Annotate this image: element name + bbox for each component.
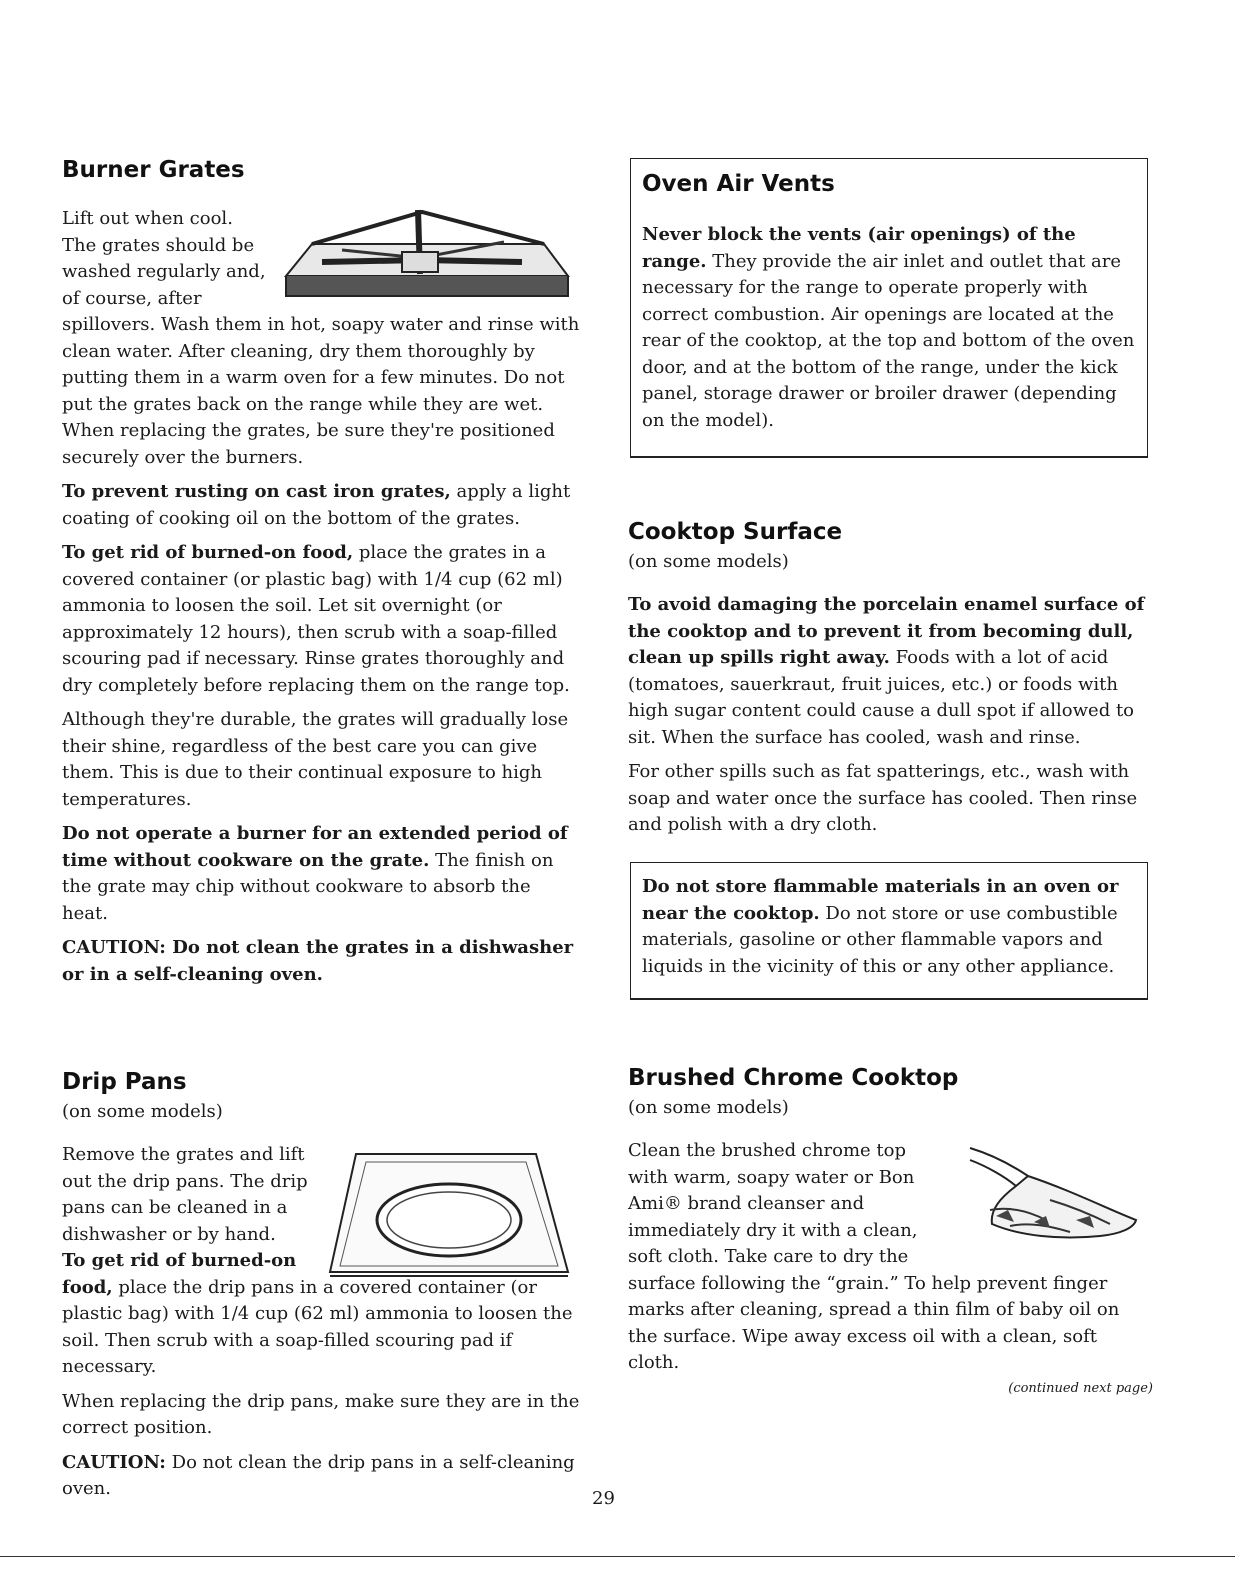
burner-grates-intro-rest: spillovers. Wash them in hot, soapy water and rinse with clean water. After cleaning, dry them thoroughly by putting them in a warm oven for a few minutes. Do not put the grates back on the range while they are wet. When replacing the grates, be sure they're positioned securely over the burners. — [62, 314, 580, 468]
vents-text: They provide the air inlet and outlet that are necessary for the range to operate properly with correct combustion. Air openings are located at the rear of the cooktop, at the top and bottom of the oven door, and at the bottom of the range, under the kick panel, storage drawer or broiler drawer (depending on the model). — [642, 250, 1135, 431]
cooktop-other-paragraph: For other spills such as fat spatterings, etc., wash with soap and water once the surface has cooled. Then rinse and polish with a dry cloth. — [628, 761, 1138, 835]
drip-caution-bold: CAUTION: — [62, 1451, 166, 1473]
cooktop-surface-heading: Cooktop Surface — [628, 519, 843, 545]
burner-grates-intro-short — [62, 206, 282, 312]
drip-line: pans can be cleaned in a — [62, 1197, 288, 1218]
chrome-line: immediately dry it with a clean, — [628, 1219, 918, 1241]
rust-text: apply a light coating of cooking oil on the bottom of the grates. — [62, 481, 571, 529]
drip-pan-illustration — [326, 1150, 572, 1280]
continued-note: (continued next page) — [1008, 1381, 1153, 1396]
operate-paragraph — [62, 821, 582, 927]
burner-grate-illustration — [282, 202, 572, 297]
drip-pans-heading: Drip Pans — [62, 1069, 187, 1095]
drip-burned-text: place the drip pans in a covered container (or plastic bag) with 1/4 cup (62 ml) ammonia to loosen the soil. Then scrub with a soap-filled scouring pad if necessary. — [62, 1276, 573, 1377]
oven-air-vents-paragraph — [642, 222, 1136, 434]
drip-caution-text: Do not clean the drip pans in a self-cleaning oven. — [62, 1451, 575, 1499]
chrome-line: soft cloth. Take care to dry the — [628, 1246, 909, 1267]
intro-line: The grates should be — [62, 234, 255, 256]
cooktop-surface-subtitle: (on some models) — [628, 551, 789, 572]
drip-caution — [62, 1450, 582, 1503]
grates-caution — [62, 935, 582, 988]
hand-cleaning-illustration — [950, 1140, 1140, 1250]
oven-air-vents-section — [642, 170, 1136, 434]
flammable-paragraph — [642, 874, 1136, 980]
brushed-chrome-rest: surface following the “grain.” To help prevent finger marks after cleaning, spread a thin film of baby oil on the surface. Wipe away excess oil with a clean, soft cloth. — [628, 1272, 1120, 1373]
drip-replace-paragraph: When replacing the drip pans, make sure they are in the correct position. — [62, 1390, 580, 1438]
drip-burned-paragraph — [62, 1275, 582, 1381]
drip-pans-subtitle: (on some models) — [62, 1101, 223, 1122]
flammable-bold: Do not store flammable materials in an oven or near the cooktop. — [642, 876, 1119, 924]
page-number: 29 — [592, 1488, 615, 1509]
rust-bold: To prevent rusting on cast iron grates, — [62, 481, 451, 502]
brushed-chrome-heading: Brushed Chrome Cooktop — [628, 1065, 959, 1091]
brushed-chrome-short-text — [628, 1138, 928, 1271]
operate-text: The finish on the grate may chip without cookware to absorb the heat. — [62, 849, 554, 924]
chrome-line: with warm, soapy water or Bon — [628, 1166, 915, 1188]
drip-pans-section — [62, 1068, 582, 1503]
burner-grates-heading: Burner Grates — [62, 157, 245, 183]
drip-burned-bold-short: To get rid of burned-on — [62, 1250, 297, 1271]
drip-line: dishwasher or by hand. — [62, 1223, 276, 1245]
flammable-text: Do not store or use combustible materials, gasoline or other flammable vapors and liquids in the vicinity of this or any other appliance. — [642, 902, 1118, 977]
intro-line: Lift out when cool. — [62, 208, 233, 229]
grates-caution-bold: CAUTION: Do not clean the grates in a dishwasher or in a self-cleaning oven. — [62, 937, 574, 985]
drip-line: out the drip pans. The drip — [62, 1170, 308, 1192]
chrome-line: Clean the brushed chrome top — [628, 1140, 907, 1161]
drip-pans-short-text — [62, 1142, 322, 1275]
oven-air-vents-heading: Oven Air Vents — [642, 171, 835, 197]
drip-burned-bold-rest: food, — [62, 1276, 113, 1298]
burned-bold: To get rid of burned-on food, — [62, 542, 354, 563]
cooktop-surface-section — [628, 518, 1150, 839]
drip-line: Remove the grates and lift — [62, 1144, 305, 1165]
vents-bold: Never block the vents (air openings) of the range. — [642, 224, 1076, 272]
brushed-chrome-subtitle: (on some models) — [628, 1097, 789, 1118]
chrome-line: Ami® brand cleanser and — [628, 1193, 865, 1214]
bottom-rule — [0, 1556, 1235, 1557]
drip-line — [62, 1248, 322, 1275]
cooktop-bold: To avoid damaging the porcelain enamel surface of the cooktop and to prevent it from becoming dull, clean up spills right away. — [628, 594, 1145, 668]
flammable-warning — [642, 874, 1136, 980]
burned-on-paragraph — [62, 540, 582, 699]
operate-bold: Do not operate a burner for an extended period of time without cookware on the grate. — [62, 823, 568, 871]
cooktop-text: Foods with a lot of acid (tomatoes, sauerkraut, fruit juices, etc.) or foods with high sugar content could cause a dull spot if allowed to sit. When the surface has cooled, wash and rinse. — [628, 647, 1135, 748]
rust-paragraph — [62, 479, 582, 532]
intro-line: of course, after — [62, 287, 202, 309]
burned-text: place the grates in a covered container (or plastic bag) with 1/4 cup (62 ml) ammonia to loosen the soil. Let sit overnight (or approximately 12 hours), then scrub with a soap-filled scouring pad if necessary. Rinse grates thoroughly and dry completely before replacing them on the range top. — [62, 542, 570, 696]
intro-line: washed regularly and, — [62, 261, 266, 282]
durable-paragraph: Although they're durable, the grates will gradually lose their shine, regardless of the best care you can give them. This is due to their continual exposure to high temperatures. — [62, 709, 569, 810]
cooktop-avoid-paragraph — [628, 592, 1150, 751]
